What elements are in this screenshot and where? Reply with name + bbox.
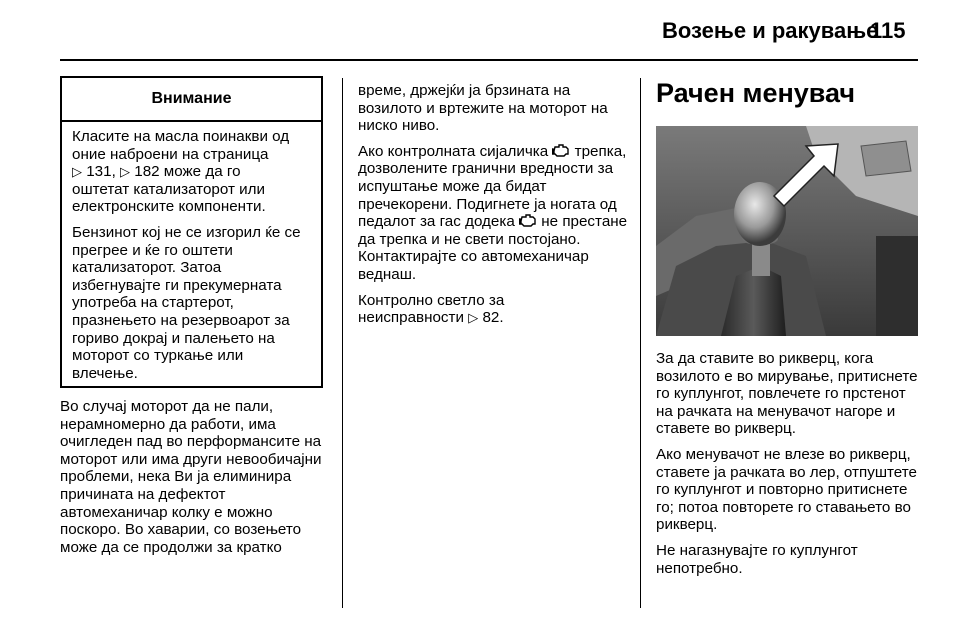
warning-text: оние наброени на страница: [72, 145, 269, 163]
warning-box: [60, 76, 323, 388]
engine-warning-lamp-icon: [519, 213, 537, 228]
reference-arrow-icon: ▷: [72, 164, 82, 180]
lamp-text: не престане да трепка и не свети постојано. Контактирајте со автомеханичар веднаш.: [358, 213, 628, 283]
column-divider-2: [640, 78, 641, 608]
page-reference-182[interactable]: 182 може да го: [134, 163, 241, 181]
warning-text: Класите на масла поинакви од: [72, 128, 290, 145]
warning-paragraph-1: [72, 128, 311, 216]
reference-text: неисправности: [358, 309, 464, 327]
lamp-text: додека: [465, 213, 515, 231]
header-divider: [60, 59, 918, 61]
engine-warning-lamp-icon: [552, 143, 570, 158]
lamp-text: трепка, дозволените гранични вредности за испуштање може да бидат пречекорени. Подигнете ја ногата од педалот за гас: [358, 142, 627, 231]
reference-arrow-icon: ▷: [468, 310, 479, 326]
column-divider-1: [342, 78, 343, 608]
reverse-gear-paragraph: За да ставите во рикверц, кога возилото е во мирување, притиснете го куплунгот, повлечете го прстенот на рачката на менувачот нагоре и ставете во рикверц.: [656, 350, 918, 438]
column-1-text: [60, 398, 336, 564]
clutch-advice-paragraph: Не нагазнувајте го куплунгот непотребно.: [656, 541, 858, 577]
reference-text: Контролно светло за: [358, 291, 505, 309]
page-header-title: Возење и ракување: [662, 18, 879, 43]
warning-paragraph-2: Бензинот кој не се изгорил ќе се прегрее и ќе го оштети катализаторот. Затоа избегнувајте ги прекумерната употреба на стартерот, празнењето на резервоарот за гориво докрај и палењето на моторот со туркање или влечење.: [72, 223, 301, 382]
column-3-text: [656, 350, 922, 585]
lamp-paragraph: [358, 143, 634, 284]
column-2-text: [358, 82, 634, 335]
warning-heading: Внимание: [62, 78, 321, 122]
continuation-paragraph: време, држејќи ја брзината на возилото и вртежите на моторот на ниско ниво.: [358, 82, 608, 135]
warning-body: [62, 122, 321, 382]
malfunction-lamp-reference: [358, 292, 634, 327]
page-reference-82[interactable]: 82.: [482, 309, 504, 327]
section-title: Рачен менувач: [656, 78, 856, 108]
lamp-text: Ако контролната сијаличка: [358, 142, 549, 160]
page-number: 115: [870, 18, 906, 43]
malfunction-paragraph: Во случај моторот да не пали, нерамномерно да работи, има очигледен пад во перформансите на моторот или има други невообичајни проблеми, нека Ви ја елиминира причината на дефектот автомеханичар колку е можно поскоро. Во хаварии, со возењето може да се продолжи за кратко: [60, 398, 322, 556]
page-reference-131[interactable]: 131,: [86, 163, 121, 181]
gear-lever-photo: [656, 126, 918, 336]
warning-text: електронските компоненти.: [72, 198, 266, 216]
reference-arrow-icon: ▷: [120, 164, 131, 180]
warning-text: оштетат катализаторот или: [72, 180, 265, 198]
reverse-gear-retry-paragraph: Ако менувачот не влезе во рикверц, ставете ја рачката во лер, отпуштете го куплунгот и повторно притиснете го; потоа повторете го ставањето во рикверц.: [656, 445, 917, 534]
